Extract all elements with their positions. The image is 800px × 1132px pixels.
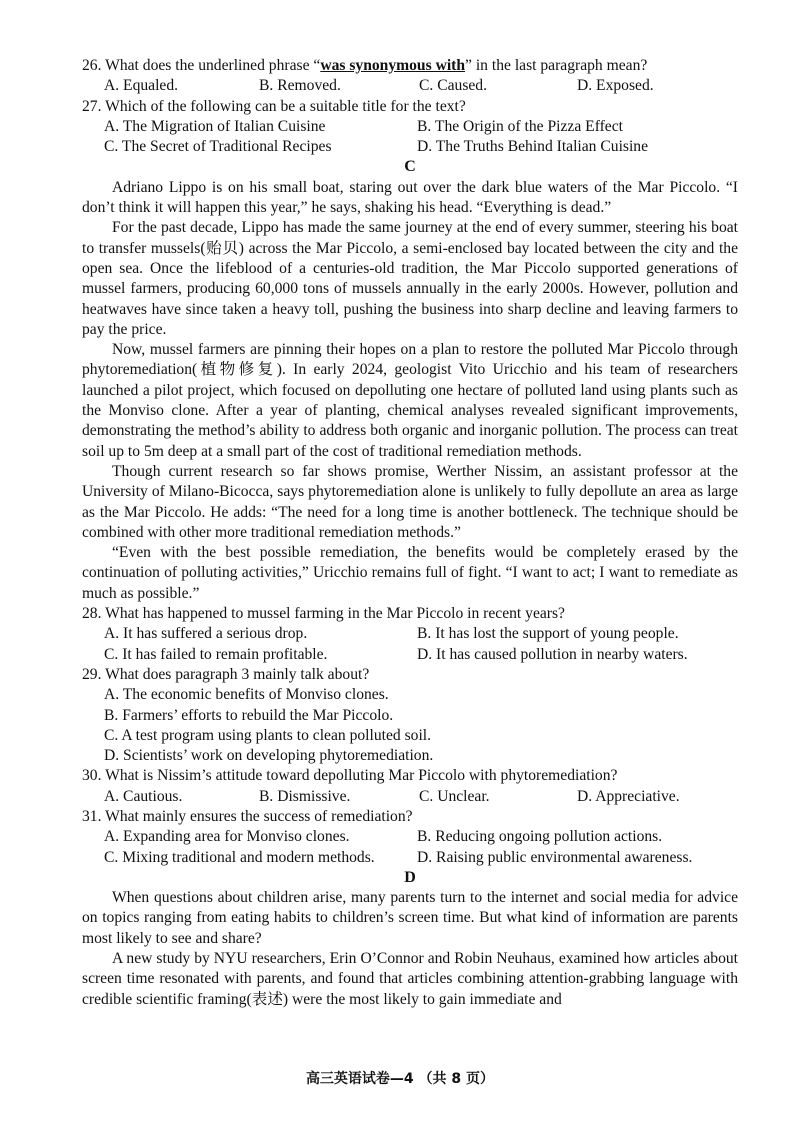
passage-c-paragraph-3: Now, mussel farmers are pinning their hopes on a plan to restore the polluted Mar Piccolo through phytoremediation(植物修复). In early 2024, geologist Vito Uricchio and his team of researchers launched a pilot project, which focused on depolluting one hectare of polluted land using plants such as the Monviso clone. After a year of planting, chemical analyses revealed significant improvements, demonstrating the method’s ability to address both organic and inorganic pollution. The process can treat soil up to 5m deep at a small part of the cost of traditional remediation methods. xyxy=(82,341,738,460)
option: A. Equaled. xyxy=(104,77,179,95)
section-d-heading: D xyxy=(404,868,416,886)
page-footer: 高三英语试卷—4 （共 8 页） xyxy=(305,1071,495,1087)
section-c-heading: C xyxy=(404,158,416,176)
option: A. Expanding area for Monviso clones. xyxy=(104,828,350,846)
option: A. The economic benefits of Monviso clones. xyxy=(104,686,389,704)
option: D. The Truths Behind Italian Cuisine xyxy=(417,138,649,156)
underlined-phrase: was synonymous with xyxy=(320,57,466,74)
option: C. The Secret of Traditional Recipes xyxy=(104,138,332,156)
option: D. Appreciative. xyxy=(577,787,680,805)
option: C. Caused. xyxy=(419,77,488,95)
option: C. Unclear. xyxy=(419,787,490,805)
passage-d-paragraph-2: A new study by NYU researchers, Erin O’Connor and Robin Neuhaus, examined how articles about screen time resonated with parents, and found that articles combining attention-grabbing language with credible scientific framing(表述) were the most likely to gain immediate and xyxy=(82,950,738,1008)
passage-c-paragraph-5: “Even with the best possible remediation, the benefits would be completely erased by the continuation of polluting activities,” Uricchio remains full of fight. “I want to act; I want to remediate as much as possible.” xyxy=(82,544,738,602)
option: A. It has suffered a serious drop. xyxy=(104,625,308,643)
option: D. Exposed. xyxy=(577,77,654,95)
question-29-stem: 29. What does paragraph 3 mainly talk about? xyxy=(82,665,370,683)
option: B. It has lost the support of young people. xyxy=(417,625,679,643)
option: C. A test program using plants to clean polluted soil. xyxy=(104,726,432,744)
option: D. It has caused pollution in nearby waters. xyxy=(417,645,688,663)
option: B. The Origin of the Pizza Effect xyxy=(417,117,623,135)
option: B. Farmers’ efforts to rebuild the Mar Piccolo. xyxy=(104,706,394,724)
question-30-options xyxy=(82,787,738,807)
question-28-options-row2 xyxy=(82,645,738,665)
passage-c-paragraph-2: For the past decade, Lippo has made the same journey at the end of every summer, steering his boat to transfer mussels(贻贝) across the Mar Piccolo, a semi-enclosed bay located between the city and the open sea. Once the lifeblood of a centuries-old tradition, the Mar Piccolo supported generations of mussel farmers, producing 60,000 tons of mussels annually in the early 2000s. However, pollution and heatwaves have since taken a heavy toll, pushing the business into sharp decline and leaving farmers to pay the price. xyxy=(82,219,738,338)
question-27-stem: 27. Which of the following can be a suitable title for the text? xyxy=(82,97,466,115)
question-26-options xyxy=(82,76,738,96)
question-26-stem: 26. What does the underlined phrase “was synonymous with” in the last paragraph mean? xyxy=(82,57,648,74)
option: B. Removed. xyxy=(259,77,341,95)
option: D. Raising public environmental awareness. xyxy=(417,848,693,866)
passage-d-paragraph-1: When questions about children arise, many parents turn to the internet and social media for advice on topics ranging from eating habits to children’s screen time. But what kind of information are parents most likely to see and share? xyxy=(82,889,738,947)
question-31-options-row2 xyxy=(82,848,738,868)
passage-c-paragraph-4: Though current research so far shows promise, Werther Nissim, an assistant professor at the University of Milano-Bicocca, says phytoremediation alone is unlikely to fully depollute an area as large as the Mar Piccolo. He adds: “The need for a long time is another bottleneck. The technique should be combined with other more traditional remediation methods.” xyxy=(82,462,738,541)
question-27-options-row1 xyxy=(82,117,738,137)
option: A. The Migration of Italian Cuisine xyxy=(104,117,326,135)
option: C. It has failed to remain profitable. xyxy=(104,645,328,663)
question-27-options-row2 xyxy=(82,137,738,157)
exam-page xyxy=(82,56,738,1010)
option: A. Cautious. xyxy=(104,787,183,805)
option: B. Dismissive. xyxy=(259,787,351,805)
question-28-options-row1 xyxy=(82,624,738,644)
passage-c-paragraph-1: Adriano Lippo is on his small boat, staring out over the dark blue waters of the Mar Piccolo. “I don’t think it will happen this year,” he says, shaking his head. “Everything is dead.” xyxy=(82,178,738,217)
option: B. Reducing ongoing pollution actions. xyxy=(417,828,663,846)
option: C. Mixing traditional and modern methods. xyxy=(104,848,375,866)
question-31-stem: 31. What mainly ensures the success of remediation? xyxy=(82,807,413,825)
question-30-stem: 30. What is Nissim’s attitude toward depolluting Mar Piccolo with phytoremediation? xyxy=(82,767,618,785)
question-28-stem: 28. What has happened to mussel farming in the Mar Piccolo in recent years? xyxy=(82,605,565,623)
option: D. Scientists’ work on developing phytoremediation. xyxy=(104,747,434,765)
question-31-options-row1 xyxy=(82,827,738,847)
